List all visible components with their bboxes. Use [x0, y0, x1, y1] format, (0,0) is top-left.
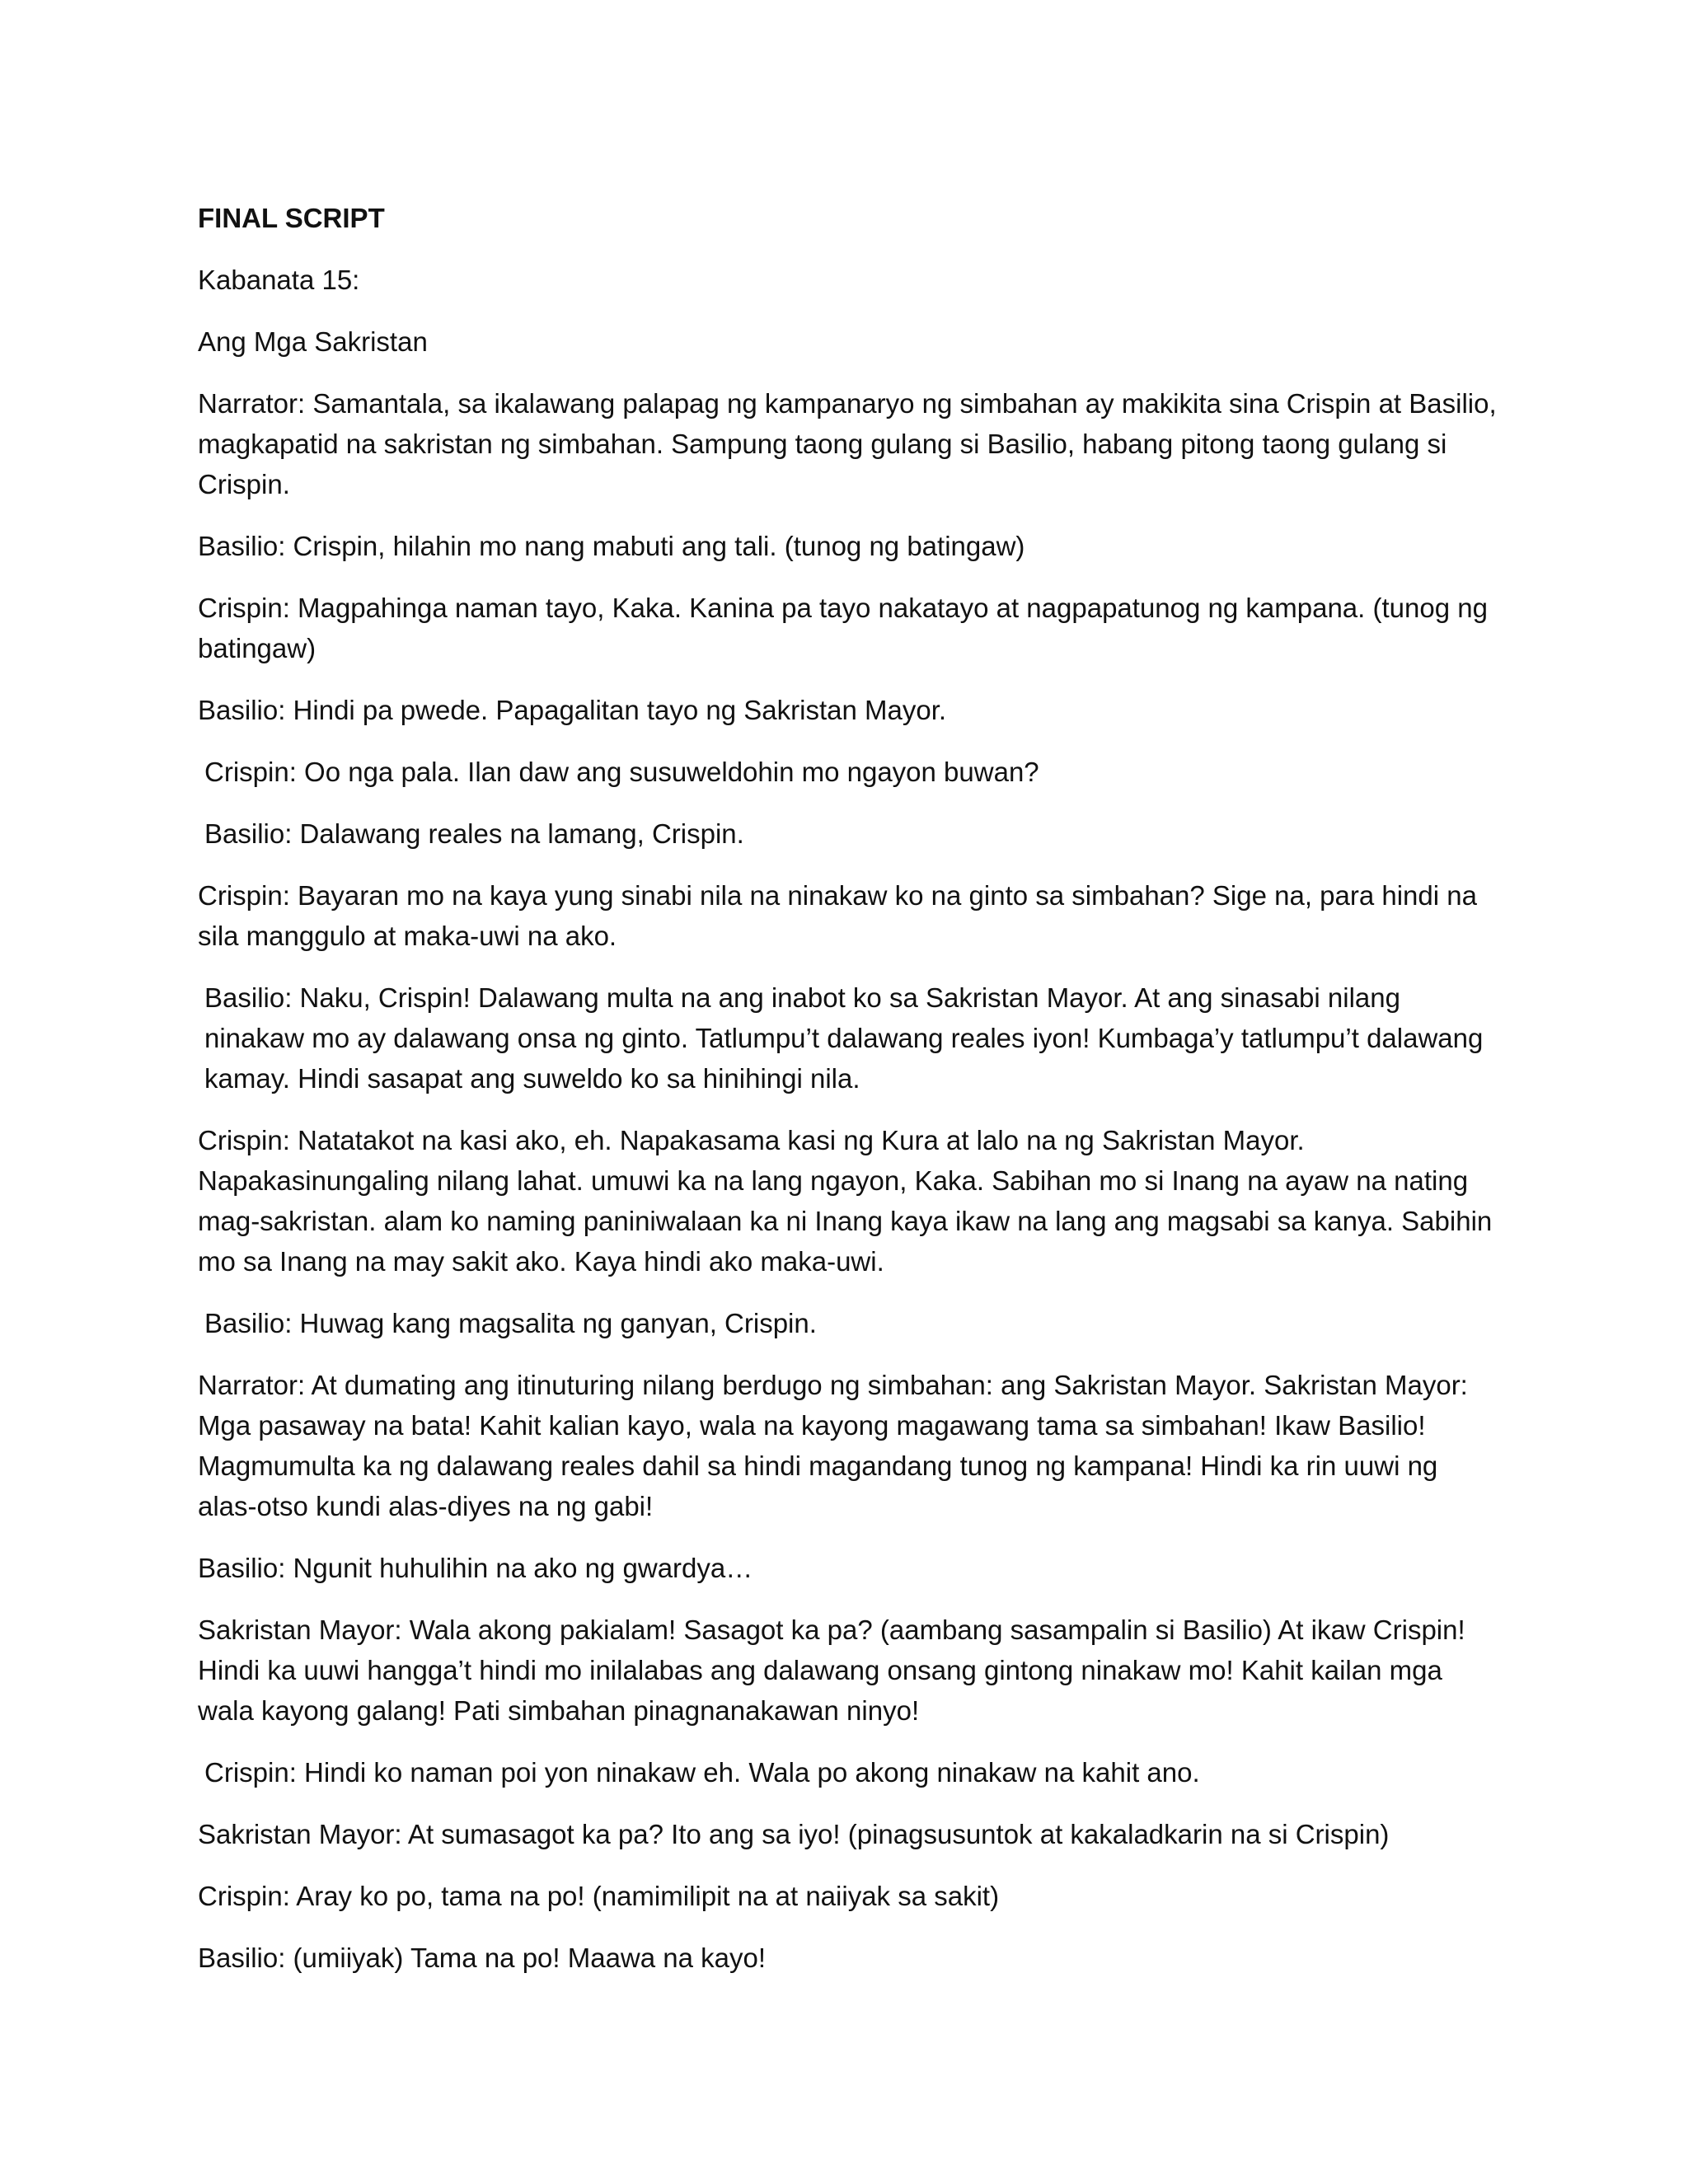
script-paragraph: Basilio: Dalawang reales na lamang, Crispin.: [204, 818, 744, 849]
script-paragraph: Sakristan Mayor: Wala akong pakialam! Sasagot ka pa? (aambang sasampalin si Basilio) At ikaw Crispin! Hindi ka uuwi hangga’t hindi mo inilalabas ang dalawang onsang gintong ninakaw mo! Kahit kailan mga wala kayong galang! Pati simbahan pinagnanakawan ninyo!: [198, 1615, 1465, 1726]
document-title: FINAL SCRIPT: [198, 203, 385, 233]
script-paragraph: Crispin: Natatakot na kasi ako, eh. Napakasama kasi ng Kura at lalo na ng Sakristan Mayor. Napakasinungaling nilang lahat. umuwi ka na lang ngayon, Kaka. Sabihan mo si Inang na ayaw na nating mag-sakristan. alam ko naming paniniwalaan ka ni Inang kaya ikaw na lang ang magsabi sa kanya. Sabihin mo sa Inang na may sakit ako. Kaya hindi ako maka-uwi.: [198, 1125, 1493, 1277]
script-paragraph: Basilio: Crispin, hilahin mo nang mabuti ang tali. (tunog ng batingaw): [198, 531, 1025, 561]
script-paragraph: Narrator: Samantala, sa ikalawang palapag ng kampanaryo ng simbahan ay makikita sina Crispin at Basilio, magkapatid na sakristan ng simbahan. Sampung taong gulang si Basilio, habang pitong taong gulang si Crispin.: [198, 388, 1497, 499]
script-paragraph: Crispin: Hindi ko naman poi yon ninakaw eh. Wala po akong ninakaw na kahit ano.: [204, 1757, 1200, 1788]
script-paragraph: Basilio: Huwag kang magsalita ng ganyan, Crispin.: [204, 1308, 817, 1338]
script-paragraph: Basilio: Ngunit huhulihin na ako ng gwardya…: [198, 1553, 753, 1583]
script-paragraph: Crispin: Aray ko po, tama na po! (namimilipit na at naiiyak sa sakit): [198, 1881, 1000, 1911]
document-body: [198, 198, 1500, 1999]
script-paragraph: Crispin: Oo nga pala. Ilan daw ang susuweldohin mo ngayon buwan?: [204, 757, 1039, 787]
script-paragraph: Sakristan Mayor: At sumasagot ka pa? Ito ang sa iyo! (pinagsusuntok at kakaladkarin na si Crispin): [198, 1819, 1390, 1849]
script-paragraph: Crispin: Magpahinga naman tayo, Kaka. Kanina pa tayo nakatayo at nagpapatunog ng kampana. (tunog ng batingaw): [198, 593, 1488, 663]
script-paragraph: Basilio: Hindi pa pwede. Papagalitan tayo ng Sakristan Mayor.: [198, 695, 947, 725]
script-paragraph: Crispin: Bayaran mo na kaya yung sinabi nila na ninakaw ko na ginto sa simbahan? Sige na, para hindi na sila manggulo at maka-uwi na ako.: [198, 880, 1477, 951]
script-paragraph: Narrator: At dumating ang itinuturing nilang berdugo ng simbahan: ang Sakristan Mayor. Sakristan Mayor: Mga pasaway na bata! Kahit kalian kayo, wala na kayong magawang tama sa simbahan! Ikaw Basilio! Magmumulta ka ng dalawang reales dahil sa hindi magandang tunog ng kampana! Hindi ka rin uuwi ng alas-otso kundi alas-diyes na ng gabi!: [198, 1370, 1468, 1521]
chapter-title: Ang Mga Sakristan: [198, 326, 428, 357]
chapter-number: Kabanata 15:: [198, 265, 360, 295]
script-paragraph: Basilio: (umiiyak) Tama na po! Maawa na kayo!: [198, 1943, 767, 1973]
script-paragraph: Basilio: Naku, Crispin! Dalawang multa na ang inabot ko sa Sakristan Mayor. At ang sinasabi nilang ninakaw mo ay dalawang onsa ng ginto. Tatlumpu’t dalawang reales iyon! Kumbaga’y tatlumpu’t dalawang kamay. Hindi sasapat ang suweldo ko sa hinihingi nila.: [204, 982, 1484, 1094]
